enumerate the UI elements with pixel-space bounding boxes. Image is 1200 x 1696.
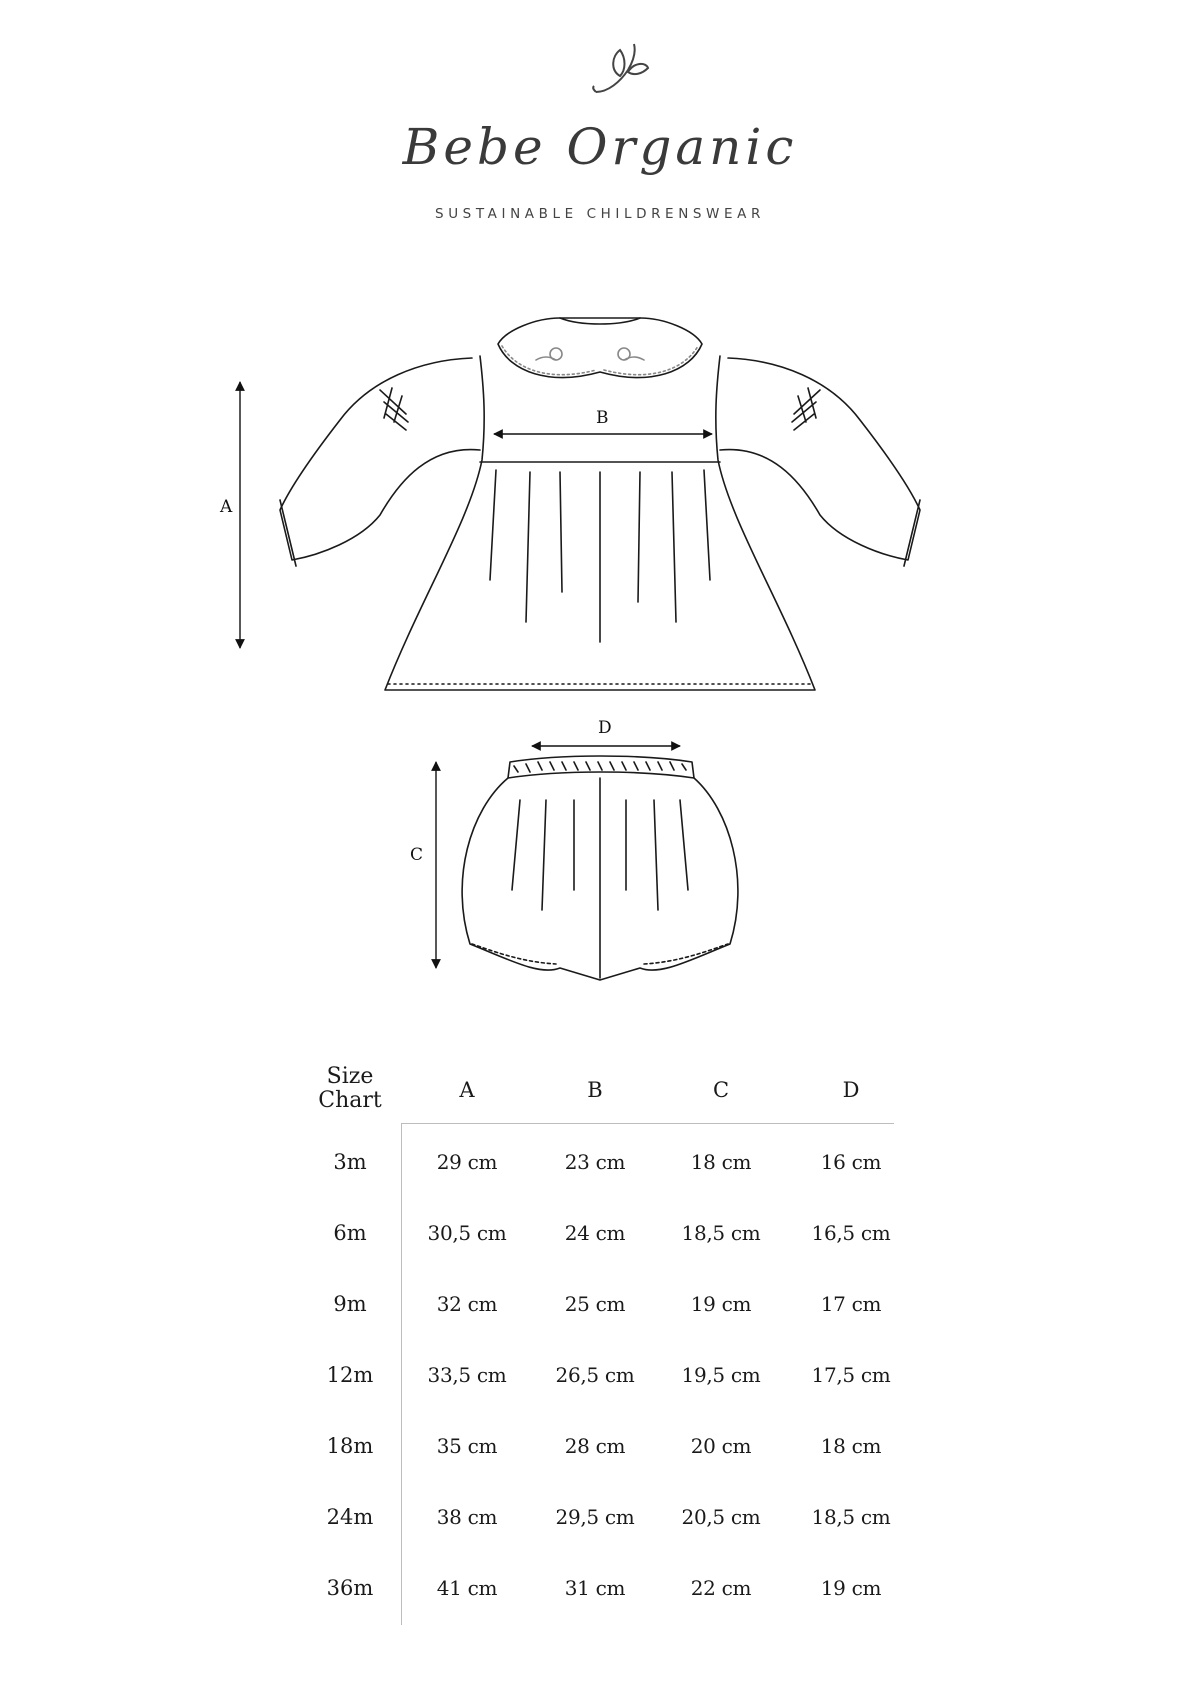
row-header-size: 24m (326, 1505, 374, 1529)
column-header-c: C (712, 1078, 730, 1102)
blouse-left-sleeve (280, 358, 480, 560)
table-cell: 29 cm (436, 1150, 498, 1174)
blouse-gathers (490, 470, 710, 642)
dimension-d-label: D (598, 718, 612, 738)
table-cell: 30,5 cm (427, 1221, 507, 1245)
table-cell: 16 cm (820, 1150, 882, 1174)
table-cell: 32 cm (436, 1292, 498, 1316)
table-cell: 19 cm (820, 1576, 882, 1600)
table-cell: 19 cm (690, 1292, 752, 1316)
column-header-b: B (587, 1078, 603, 1102)
dimension-c-label: C (410, 845, 424, 865)
row-header-size: 18m (326, 1434, 374, 1458)
blouse-right-smocking (792, 388, 820, 430)
table-cell: 16,5 cm (811, 1221, 891, 1245)
brand-tagline: SUSTAINABLE CHILDRENSWEAR (435, 206, 765, 222)
table-cell: 18,5 cm (811, 1505, 891, 1529)
table-cell: 20,5 cm (681, 1505, 761, 1529)
table-cell: 38 cm (436, 1505, 498, 1529)
table-cell: 24 cm (564, 1221, 626, 1245)
size-chart-corner-line-1: Size (326, 1064, 374, 1089)
table-header-rule (402, 1123, 894, 1124)
table-cell: 35 cm (436, 1434, 498, 1458)
table-cell: 19,5 cm (681, 1363, 761, 1387)
dimension-a-label: A (220, 497, 233, 517)
dimension-b-label: B (596, 408, 609, 428)
table-cell: 17,5 cm (811, 1363, 891, 1387)
table-cell: 31 cm (564, 1576, 626, 1600)
table-cell: 22 cm (690, 1576, 752, 1600)
row-header-size: 12m (326, 1363, 374, 1387)
size-chart-corner-line-2: Chart (318, 1088, 382, 1113)
table-cell: 20 cm (690, 1434, 752, 1458)
table-cell: 41 cm (436, 1576, 498, 1600)
table-cell: 25 cm (564, 1292, 626, 1316)
table-cell: 18,5 cm (681, 1221, 761, 1245)
table-cell: 23 cm (564, 1150, 626, 1174)
row-header-size: 9m (333, 1292, 367, 1316)
column-header-d: D (842, 1078, 860, 1102)
brand-name: Bebe Organic (402, 118, 798, 176)
table-cell: 28 cm (564, 1434, 626, 1458)
table-cell: 29,5 cm (555, 1505, 635, 1529)
size-chart-corner-label (300, 1065, 400, 1113)
row-header-size: 6m (333, 1221, 367, 1245)
column-header-a: A (459, 1078, 475, 1102)
table-cell: 18 cm (820, 1434, 882, 1458)
row-header-size: 36m (326, 1576, 374, 1600)
table-cell: 26,5 cm (555, 1363, 635, 1387)
blouse-left-smocking (380, 388, 408, 430)
table-cell: 18 cm (690, 1150, 752, 1174)
blouse-right-sleeve (720, 358, 920, 560)
table-cell: 17 cm (820, 1292, 882, 1316)
row-header-size: 3m (333, 1150, 367, 1174)
table-cell: 33,5 cm (427, 1363, 507, 1387)
